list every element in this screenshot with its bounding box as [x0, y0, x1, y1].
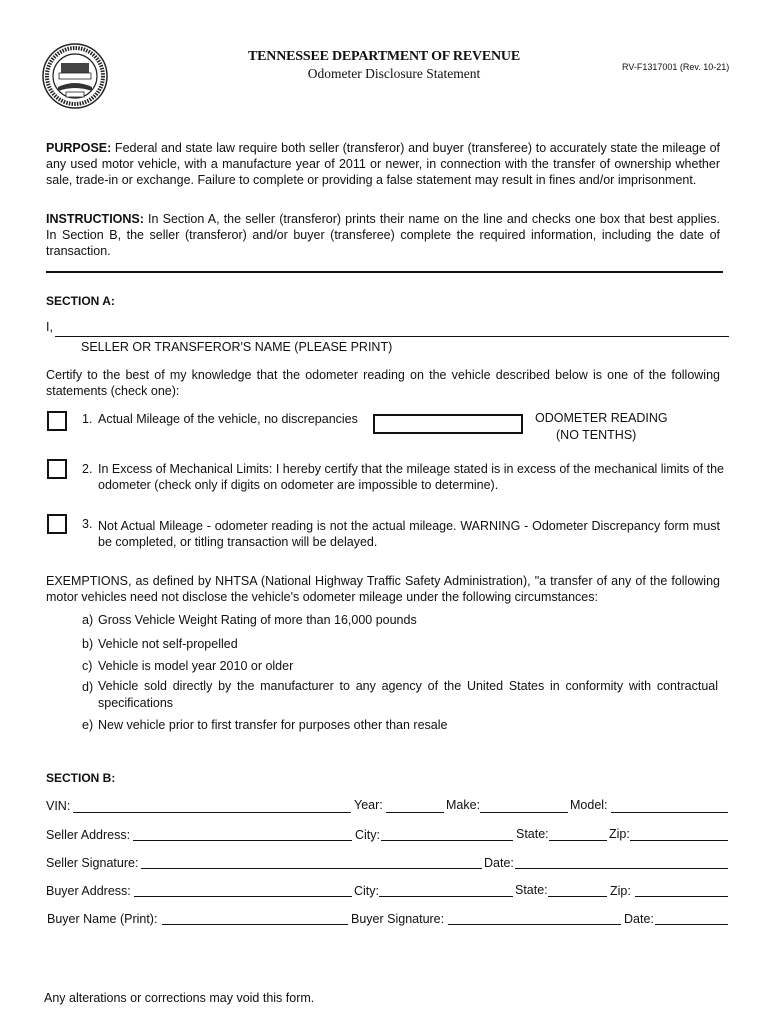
seller-name-line[interactable]	[55, 323, 729, 337]
model-label: Model:	[570, 798, 608, 812]
odometer-sublabel: (NO TENTHS)	[556, 428, 637, 442]
purpose-paragraph	[46, 140, 720, 188]
exemption-letter: d)	[82, 680, 94, 694]
model-input[interactable]	[611, 799, 728, 813]
make-input[interactable]	[480, 799, 568, 813]
i-prefix: I,	[46, 320, 53, 334]
vin-label: VIN:	[46, 799, 71, 813]
buyer-signature-input[interactable]	[448, 911, 621, 925]
exemptions-intro: EXEMPTIONS, as defined by NHTSA (National Highway Traffic Safety Administration), "a transfer of any of the following motor vehicles need not disclose the vehicle's odometer mileage under the following circumstances:	[46, 574, 720, 604]
buyer-name-label: Buyer Name (Print):	[47, 912, 158, 926]
seller-zip-input[interactable]	[630, 827, 728, 841]
buyer-date-label: Date:	[624, 912, 654, 926]
exemption-text: Vehicle not self-propelled	[98, 637, 238, 651]
exemption-text: Vehicle sold directly by the manufacturer to any agency of the United States in conformity with contractual specifications	[98, 679, 718, 710]
seller-zip-label: Zip:	[609, 827, 630, 841]
seller-address-label: Seller Address:	[46, 828, 131, 842]
section-b-title: SECTION B:	[46, 771, 116, 785]
form-number: RV-F1317001 (Rev. 10-21)	[622, 62, 730, 72]
vin-input[interactable]	[73, 799, 351, 813]
option-3-text: Not Actual Mileage - odometer reading is not the actual mileage. WARNING - Odometer Discrepancy form must be completed, or titling transaction will be delayed.	[98, 519, 720, 549]
section-divider	[46, 271, 723, 273]
instructions-text: In Section A, the seller (transferor) prints their name on the line and checks one box that best applies. In Section B, the seller (transferor) and/or buyer (transferee) complete the required information, including the date of transaction.	[46, 212, 720, 258]
instructions-label: INSTRUCTIONS:	[46, 212, 144, 226]
exemption-letter: b)	[82, 637, 94, 651]
option-1-checkbox[interactable]	[47, 411, 67, 431]
seller-signature-input[interactable]	[141, 855, 482, 869]
exemption-text: Gross Vehicle Weight Rating of more than 16,000 pounds	[98, 613, 417, 627]
option-2-checkbox[interactable]	[47, 459, 67, 479]
buyer-zip-label: Zip:	[610, 884, 631, 898]
make-label: Make:	[446, 798, 481, 812]
buyer-state-label: State:	[515, 883, 548, 897]
year-label: Year:	[354, 798, 383, 812]
exemption-text: Vehicle is model year 2010 or older	[98, 659, 294, 673]
buyer-city-input[interactable]	[379, 883, 513, 897]
purpose-text: Federal and state law require both seller (transferor) and buyer (transferee) to accurately state the mileage of any used motor vehicle, with a manufacture year of 2011 or newer, in connection with the transfer of ownership whether sale, trade-in or exchange. Failure to complete or providing a false statement may result in fines and/or imprisonment.	[46, 141, 720, 187]
option-3-number: 3.	[82, 517, 93, 531]
footer-note: Any alterations or corrections may void this form.	[44, 991, 315, 1005]
section-a-title: SECTION A:	[46, 294, 115, 308]
seller-state-label: State:	[516, 827, 549, 841]
exemption-letter: e)	[82, 718, 94, 732]
buyer-address-input[interactable]	[134, 883, 352, 897]
seller-state-input[interactable]	[549, 827, 607, 841]
certify-statement: Certify to the best of my knowledge that the odometer reading on the vehicle described below is one of the following statements (check one):	[46, 368, 720, 398]
page-title: TENNESSEE DEPARTMENT OF REVENUE	[248, 49, 520, 64]
purpose-label: PURPOSE:	[46, 141, 112, 155]
seller-signature-label: Seller Signature:	[46, 856, 139, 870]
buyer-date-input[interactable]	[655, 911, 728, 925]
option-2-number: 2.	[82, 462, 93, 476]
buyer-city-label: City:	[354, 884, 379, 898]
exemption-letter: c)	[82, 659, 93, 673]
page-subtitle: Odometer Disclosure Statement	[307, 66, 481, 81]
year-input[interactable]	[386, 799, 444, 813]
option-2-text: In Excess of Mechanical Limits: I hereby certify that the mileage stated is in excess of the mechanical limits of the odometer (check only if digits on odometer are impossible to determine).	[98, 462, 724, 492]
seller-city-input[interactable]	[381, 827, 513, 841]
option-1-number: 1.	[82, 412, 93, 426]
exemption-letter: a)	[82, 613, 94, 627]
odometer-reading-input[interactable]	[373, 414, 523, 434]
buyer-name-input[interactable]	[162, 911, 348, 925]
option-1-text: Actual Mileage of the vehicle, no discrepancies	[98, 412, 358, 426]
option-3-checkbox[interactable]	[47, 514, 67, 534]
buyer-signature-label: Buyer Signature:	[351, 912, 445, 926]
buyer-zip-input[interactable]	[635, 883, 728, 897]
exemption-text: New vehicle prior to first transfer for purposes other than resale	[98, 718, 448, 732]
buyer-state-input[interactable]	[548, 883, 607, 897]
buyer-address-label: Buyer Address:	[46, 884, 131, 898]
odometer-label: ODOMETER READING	[535, 411, 668, 425]
seller-name-caption: SELLER OR TRANSFEROR'S NAME (PLEASE PRINT)	[81, 340, 393, 354]
instructions-paragraph	[46, 211, 720, 259]
seller-date-input[interactable]	[515, 855, 728, 869]
seller-address-input[interactable]	[133, 827, 352, 841]
seller-date-label: Date:	[484, 856, 514, 870]
seller-city-label: City:	[355, 828, 380, 842]
